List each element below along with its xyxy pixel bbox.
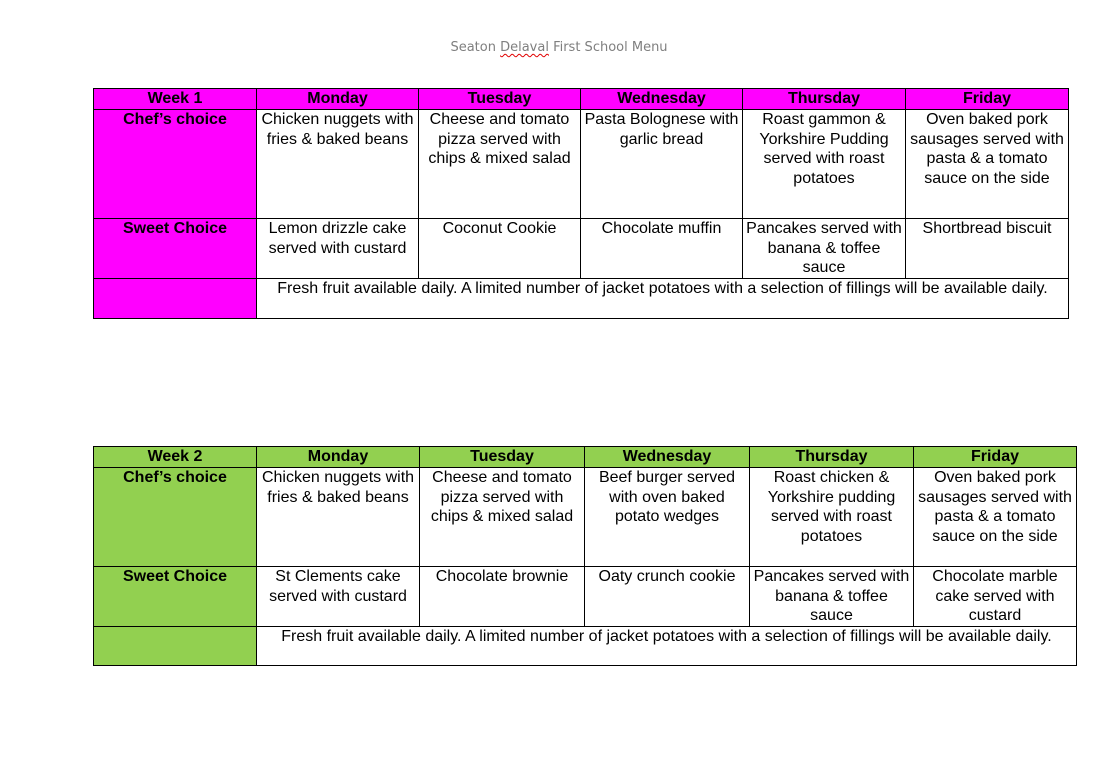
day-header-wednesday: Wednesday bbox=[585, 447, 750, 468]
sweet-choice-friday: Shortbread biscuit bbox=[906, 219, 1069, 279]
header-row bbox=[94, 447, 1077, 468]
week1-menu-table bbox=[93, 88, 1069, 319]
chefs-choice-thursday: Roast chicken & Yorkshire pudding served with roast potatoes bbox=[750, 468, 914, 567]
chefs-choice-monday: Chicken nuggets with fries & baked beans bbox=[257, 468, 420, 567]
week-label: Week 2 bbox=[94, 447, 257, 468]
header-row bbox=[94, 89, 1069, 110]
sweet-choice-label: Sweet Choice bbox=[94, 567, 257, 627]
day-header-wednesday: Wednesday bbox=[581, 89, 743, 110]
sweet-choice-thursday: Pancakes served with banana & toffee sauce bbox=[750, 567, 914, 627]
chefs-choice-row bbox=[94, 468, 1077, 567]
sweet-choice-tuesday: Coconut Cookie bbox=[419, 219, 581, 279]
day-header-thursday: Thursday bbox=[750, 447, 914, 468]
day-header-thursday: Thursday bbox=[743, 89, 906, 110]
sweet-choice-thursday: Pancakes served with banana & toffee sauce bbox=[743, 219, 906, 279]
daily-note: Fresh fruit available daily. A limited number of jacket potatoes with a selection of fillings will be available daily. bbox=[257, 279, 1069, 319]
title-part: Seaton bbox=[450, 40, 501, 55]
note-label-empty bbox=[94, 627, 257, 666]
sweet-choice-monday: St Clements cake served with custard bbox=[257, 567, 420, 627]
chefs-choice-friday: Oven baked pork sausages served with pasta & a tomato sauce on the side bbox=[914, 468, 1077, 567]
chefs-choice-monday: Chicken nuggets with fries & baked beans bbox=[257, 110, 419, 219]
sweet-choice-wednesday: Chocolate muffin bbox=[581, 219, 743, 279]
note-row bbox=[94, 279, 1069, 319]
sweet-choice-row bbox=[94, 567, 1077, 627]
chefs-choice-row bbox=[94, 110, 1069, 219]
day-header-friday: Friday bbox=[914, 447, 1077, 468]
chefs-choice-wednesday: Pasta Bolognese with garlic bread bbox=[581, 110, 743, 219]
week-label: Week 1 bbox=[94, 89, 257, 110]
sweet-choice-row bbox=[94, 219, 1069, 279]
page-title bbox=[0, 40, 1106, 55]
sweet-choice-tuesday: Chocolate brownie bbox=[420, 567, 585, 627]
title-part-underlined: Delaval bbox=[500, 40, 549, 55]
day-header-tuesday: Tuesday bbox=[420, 447, 585, 468]
note-row bbox=[94, 627, 1077, 666]
chefs-choice-label: Chef’s choice bbox=[94, 468, 257, 567]
sweet-choice-monday: Lemon drizzle cake served with custard bbox=[257, 219, 419, 279]
chefs-choice-thursday: Roast gammon & Yorkshire Pudding served with roast potatoes bbox=[743, 110, 906, 219]
sweet-choice-friday: Chocolate marble cake served with custard bbox=[914, 567, 1077, 627]
title-part: First School Menu bbox=[548, 40, 668, 55]
day-header-tuesday: Tuesday bbox=[419, 89, 581, 110]
chefs-choice-tuesday: Cheese and tomato pizza served with chips & mixed salad bbox=[420, 468, 585, 567]
note-label-empty bbox=[94, 279, 257, 319]
chefs-choice-label: Chef’s choice bbox=[94, 110, 257, 219]
chefs-choice-friday: Oven baked pork sausages served with pasta & a tomato sauce on the side bbox=[906, 110, 1069, 219]
chefs-choice-wednesday: Beef burger served with oven baked potato wedges bbox=[585, 468, 750, 567]
chefs-choice-tuesday: Cheese and tomato pizza served with chips & mixed salad bbox=[419, 110, 581, 219]
sweet-choice-wednesday: Oaty crunch cookie bbox=[585, 567, 750, 627]
daily-note: Fresh fruit available daily. A limited number of jacket potatoes with a selection of fillings will be available daily. bbox=[257, 627, 1077, 666]
sweet-choice-label: Sweet Choice bbox=[94, 219, 257, 279]
day-header-monday: Monday bbox=[257, 89, 419, 110]
week2-menu-table bbox=[93, 446, 1077, 666]
day-header-monday: Monday bbox=[257, 447, 420, 468]
day-header-friday: Friday bbox=[906, 89, 1069, 110]
